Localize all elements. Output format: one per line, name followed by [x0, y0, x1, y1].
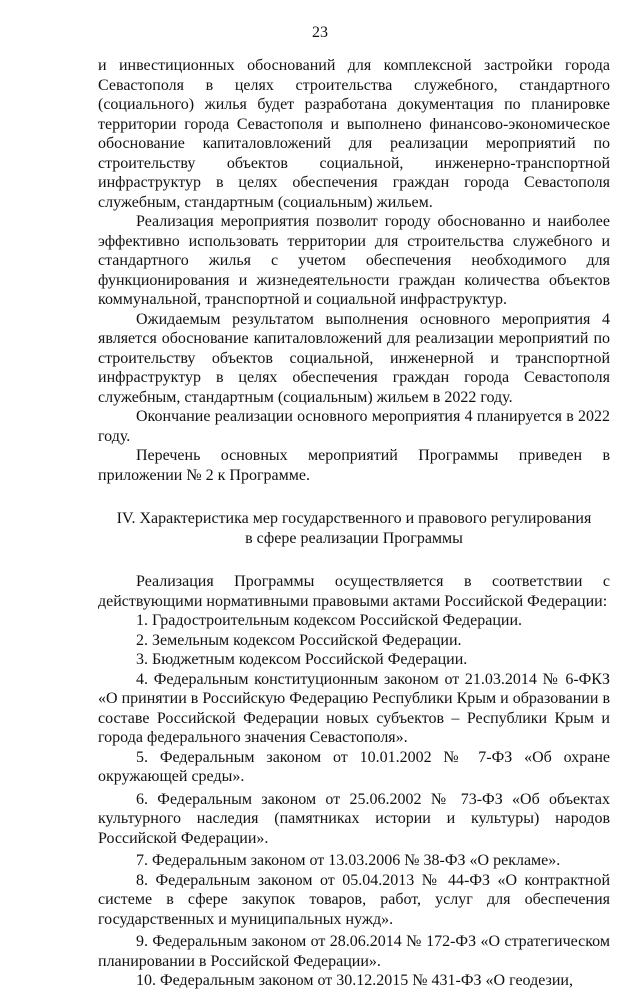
- list-item: 2. Земельным кодексом Российской Федерации.: [136, 631, 462, 649]
- section-intro: Реализация Программы осуществляется в соответствии с действующими нормативными правовыми актами Российской Федерации:: [98, 573, 610, 610]
- list-item: 9. Федеральным законом от 28.06.2014 № 172-ФЗ «О стратегическом планировании в Российской Федерации».: [98, 933, 610, 970]
- list-item: 8. Федеральным законом от 05.04.2013 № 44-ФЗ «О контрактной системе в сфере закупок товаров, работ, услуг для обеспечения государственных и муниципальных нужд».: [98, 871, 610, 928]
- list-item: 10. Федеральным законом от 30.12.2015 № 431-ФЗ «О геодезии,: [136, 972, 573, 989]
- paragraph: Окончание реализации основного мероприятия 4 планируется в 2022 году.: [98, 408, 610, 445]
- section-heading-line2: в сфере реализации Программы: [245, 529, 463, 547]
- paragraph: Ожидаемым результатом выполнения основного мероприятия 4 является обоснование капиталовложений для реализации мероприятий по строительству объектов социальной, инженерной и транспортной инфраструктур в целях обеспечения граждан города Севастополя служебным, стандартным (социальным) жильем в 2022 году.: [98, 310, 610, 406]
- list-item: 7. Федеральным законом от 13.03.2006 № 38-ФЗ «О рекламе».: [136, 852, 561, 869]
- section-heading-line1: IV. Характеристика мер государственного и правового регулирования: [116, 510, 592, 527]
- paragraph: Перечень основных мероприятий Программы приведен в приложении № 2 к Программе.: [98, 447, 610, 484]
- page-number: 23: [312, 24, 328, 41]
- list-item: 4. Федеральным конституционным законом от 21.03.2014 № 6-ФКЗ «О принятии в Российскую Федерацию Республики Крым и образовании в составе Российской Федерации новых субъектов – Республики Крым и города федерального значения Севастополя».: [98, 670, 610, 746]
- section-heading: [98, 509, 610, 548]
- paragraph: и инвестиционных обоснований для комплексной застройки города Севастополя в целях строительства служебного, стандартного (социального) жилья будет разработана документация по планировке территории города Севастополя и выполнено финансово-экономическое обоснование капиталовложений для реализации мероприятий по строительству объектов социальной, инженерно-транспортной инфраструктур в целях обеспечения граждан города Севастополя служебным, стандартным (социальным) жильем.: [98, 57, 610, 211]
- list-item: 1. Градостроительным кодексом Российской Федерации.: [136, 612, 522, 629]
- page-body: [98, 56, 610, 991]
- list-item: 5. Федеральным законом от 10.01.2002 № 7-ФЗ «Об охране окружающей среды».: [98, 748, 610, 785]
- list-item: 3. Бюджетным кодексом Российской Федерации.: [136, 651, 468, 668]
- list-item: 6. Федеральным законом от 25.06.2002 № 73-ФЗ «Об объектах культурного наследия (памятниках истории и культуры) народов Российской Федерации».: [98, 790, 610, 847]
- paragraph: Реализация мероприятия позволит городу обоснованно и наиболее эффективно использовать территории для строительства служебного и стандартного жилья с учетом обеспечения необходимого для функционирования и жизнедеятельности граждан количества объектов коммунальной, транспортной и социальной инфраструктур.: [98, 213, 610, 308]
